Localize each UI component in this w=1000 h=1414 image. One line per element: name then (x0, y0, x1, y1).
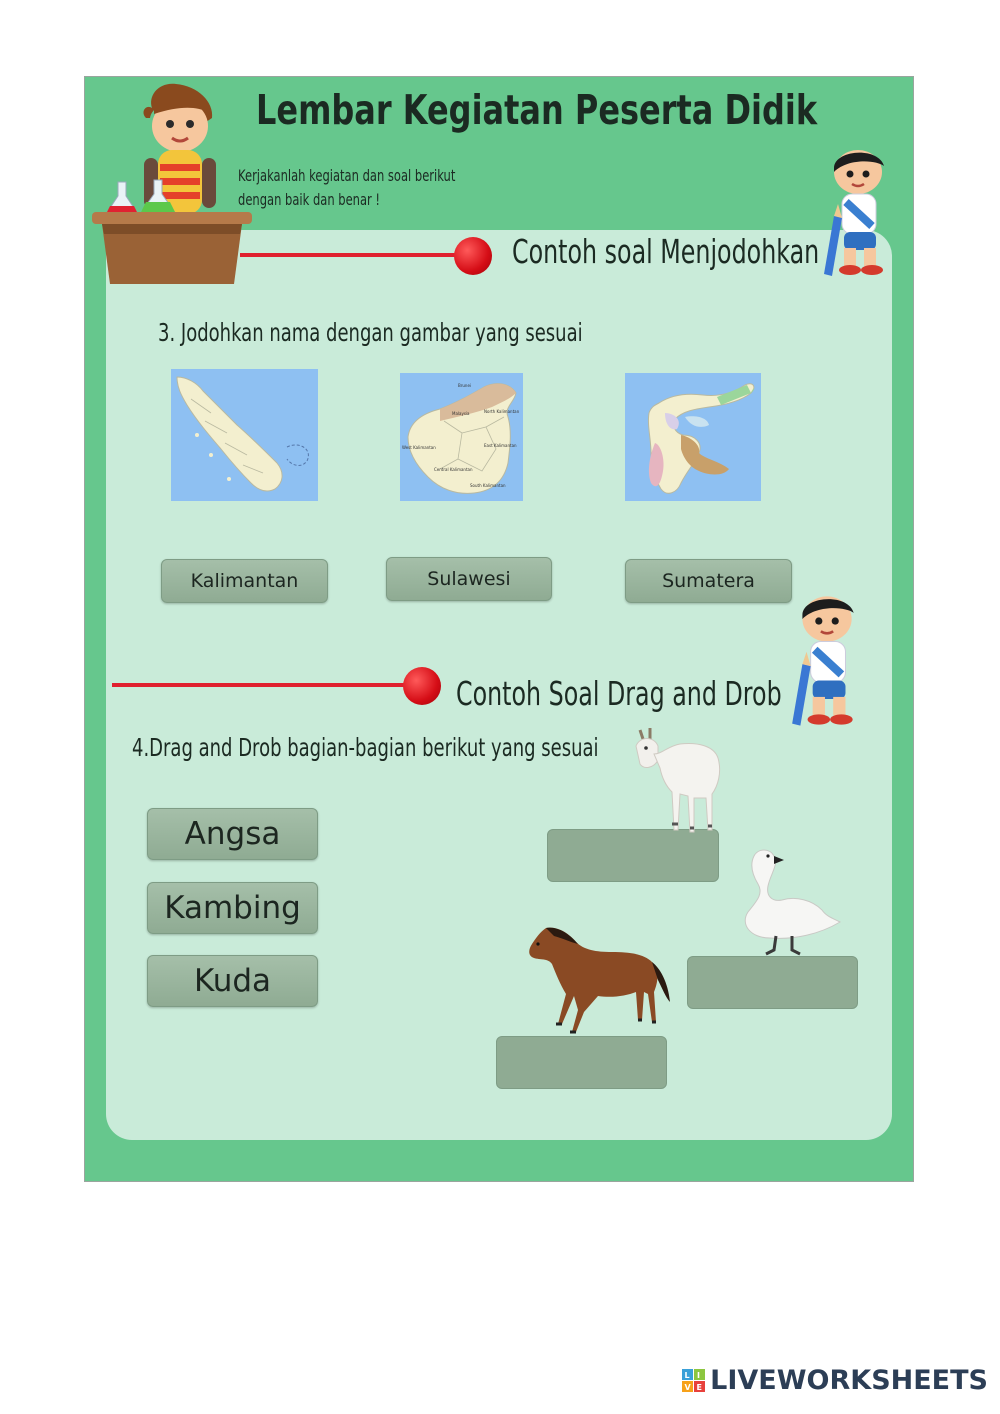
goat-image (628, 724, 726, 840)
logo-letter-l: L (684, 1370, 690, 1380)
instruction-line-2: dengan baik dan benar ! (238, 190, 381, 209)
horse-image (526, 922, 674, 1040)
section2-heading: Contoh Soal Drag and Drob (456, 674, 782, 713)
liveworksheets-wordmark: LIVEWORKSHEETS (710, 1365, 988, 1396)
map-label-east-kalimantan: East Kalimantan (484, 443, 517, 448)
map-label-west-kalimantan: West Kalimantan (402, 445, 436, 450)
section2-heading-line (112, 683, 412, 687)
map-label-malaysia: Malaysia (452, 411, 470, 416)
question-3: 3. Jodohkan nama dengan gambar yang sesuai (158, 318, 583, 347)
drop-zone-swan[interactable] (687, 956, 858, 1009)
drop-zone-horse[interactable] (496, 1036, 667, 1089)
liveworksheets-logo-icon (682, 1369, 706, 1393)
option-sumatera-button[interactable]: Sumatera (625, 559, 792, 603)
logo-letter-i: I (697, 1370, 701, 1380)
boy-with-pencil-illustration (818, 146, 896, 278)
swan-image (736, 846, 846, 958)
boy-with-pencil-illustration-2 (786, 592, 866, 728)
scientist-boy-illustration (88, 78, 258, 290)
question-4: 4.Drag and Drob bagian-bagian berikut yang sesuai (132, 733, 599, 762)
option-kalimantan-button[interactable]: Kalimantan (161, 559, 328, 603)
section1-heading: Contoh soal Menjodohkan (512, 232, 820, 271)
liveworksheets-logo (682, 1365, 988, 1396)
section2-heading-dot (403, 667, 441, 705)
option-sulawesi-button[interactable]: Sulawesi (386, 557, 552, 601)
drag-item-kuda[interactable]: Kuda (147, 955, 318, 1007)
instruction-line-1: Kerjakanlah kegiatan dan soal berikut (238, 166, 456, 185)
sumatera-map (171, 369, 318, 501)
section1-heading-line (240, 253, 464, 257)
sulawesi-map (625, 373, 761, 501)
map-label-brunei: Brunei (458, 383, 472, 388)
drag-item-angsa[interactable]: Angsa (147, 808, 318, 860)
logo-letter-v: V (684, 1382, 691, 1392)
section1-heading-dot (454, 237, 492, 275)
map-label-south-kalimantan: South Kalimantan (470, 483, 506, 488)
map-label-central-kalimantan: Central Kalimantan (434, 467, 473, 472)
page-title: Lembar Kegiatan Peserta Didik (256, 86, 818, 134)
logo-letter-e: E (696, 1382, 703, 1392)
map-label-north-kalimantan: North Kalimantan (484, 409, 520, 414)
kalimantan-map (400, 373, 523, 501)
drag-item-kambing[interactable]: Kambing (147, 882, 318, 934)
